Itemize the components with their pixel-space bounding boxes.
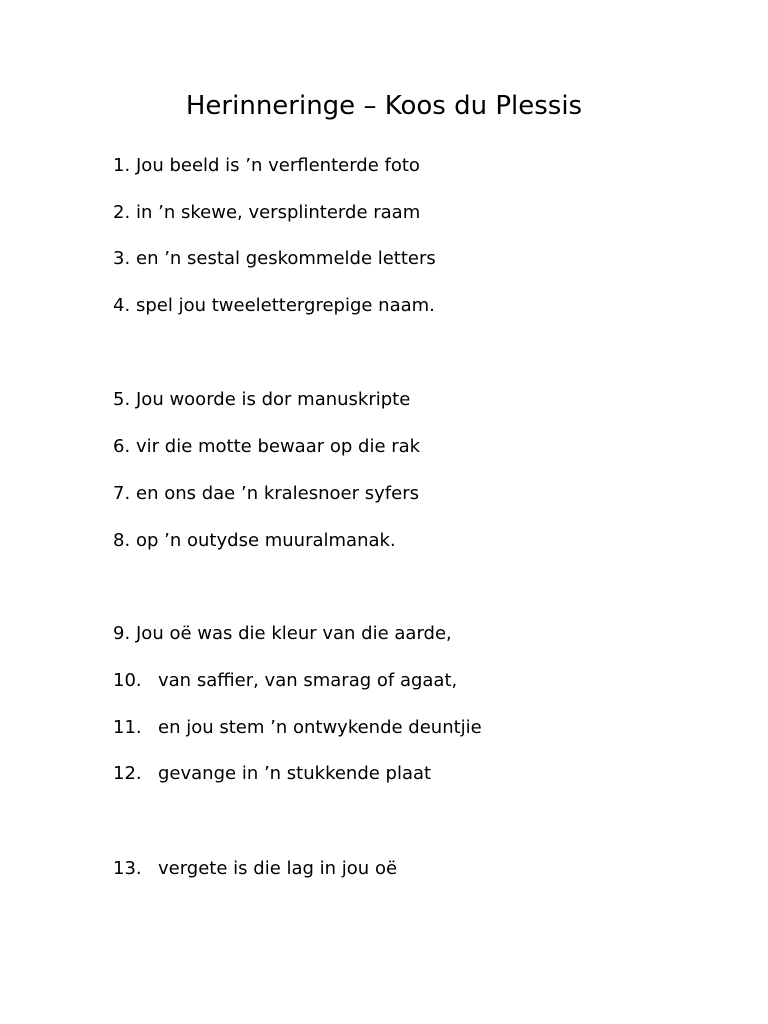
line-text: vergete is die lag in jou oë [158, 858, 398, 879]
line-text: op ’n outydse muuralmanak. [136, 530, 396, 551]
line-text: Jou beeld is ’n verflenterde foto [136, 155, 420, 176]
poem-line-11 [113, 716, 482, 740]
page-title: Herinneringe – Koos du Plessis [185, 91, 583, 121]
poem-line-6 [113, 435, 420, 459]
line-text: en jou stem ’n ontwykende deuntjie [158, 717, 482, 738]
line-text: van saffier, van smarag of agaat, [158, 670, 458, 691]
line-text: spel jou tweelettergrepige naam. [136, 295, 435, 316]
line-text: Jou woorde is dor manuskripte [136, 389, 411, 410]
line-number: 7. [113, 483, 131, 504]
line-number: 12. [113, 763, 142, 784]
poem-line-5 [113, 388, 410, 412]
line-number: 4. [113, 295, 131, 316]
line-text: Jou oë was die kleur van die aarde, [136, 623, 452, 644]
line-number: 11. [113, 717, 142, 738]
line-text: vir die motte bewaar op die rak [136, 436, 421, 457]
line-number: 9. [113, 623, 131, 644]
line-number: 2. [113, 202, 131, 223]
poem-line-8 [113, 529, 396, 553]
line-number: 1. [113, 155, 131, 176]
poem-line-7 [113, 482, 419, 506]
poem-line-10 [113, 669, 457, 693]
poem-line-9 [113, 622, 452, 646]
poem-line-12 [113, 762, 431, 786]
poem-line-4 [113, 294, 435, 318]
line-number: 8. [113, 530, 131, 551]
line-text: en ons dae ’n kralesnoer syfers [136, 483, 419, 504]
poem-line-13 [113, 857, 397, 881]
line-text: en ’n sestal geskommelde letters [136, 248, 436, 269]
poem-line-1 [113, 154, 420, 178]
poem-line-3 [113, 247, 436, 271]
line-text: in ’n skewe, versplinterde raam [136, 202, 421, 223]
poem-line-2 [113, 201, 420, 225]
line-number: 13. [113, 858, 142, 879]
line-number: 10. [113, 670, 142, 691]
line-number: 6. [113, 436, 131, 457]
line-number: 3. [113, 248, 131, 269]
line-text: gevange in ’n stukkende plaat [158, 763, 432, 784]
line-number: 5. [113, 389, 131, 410]
